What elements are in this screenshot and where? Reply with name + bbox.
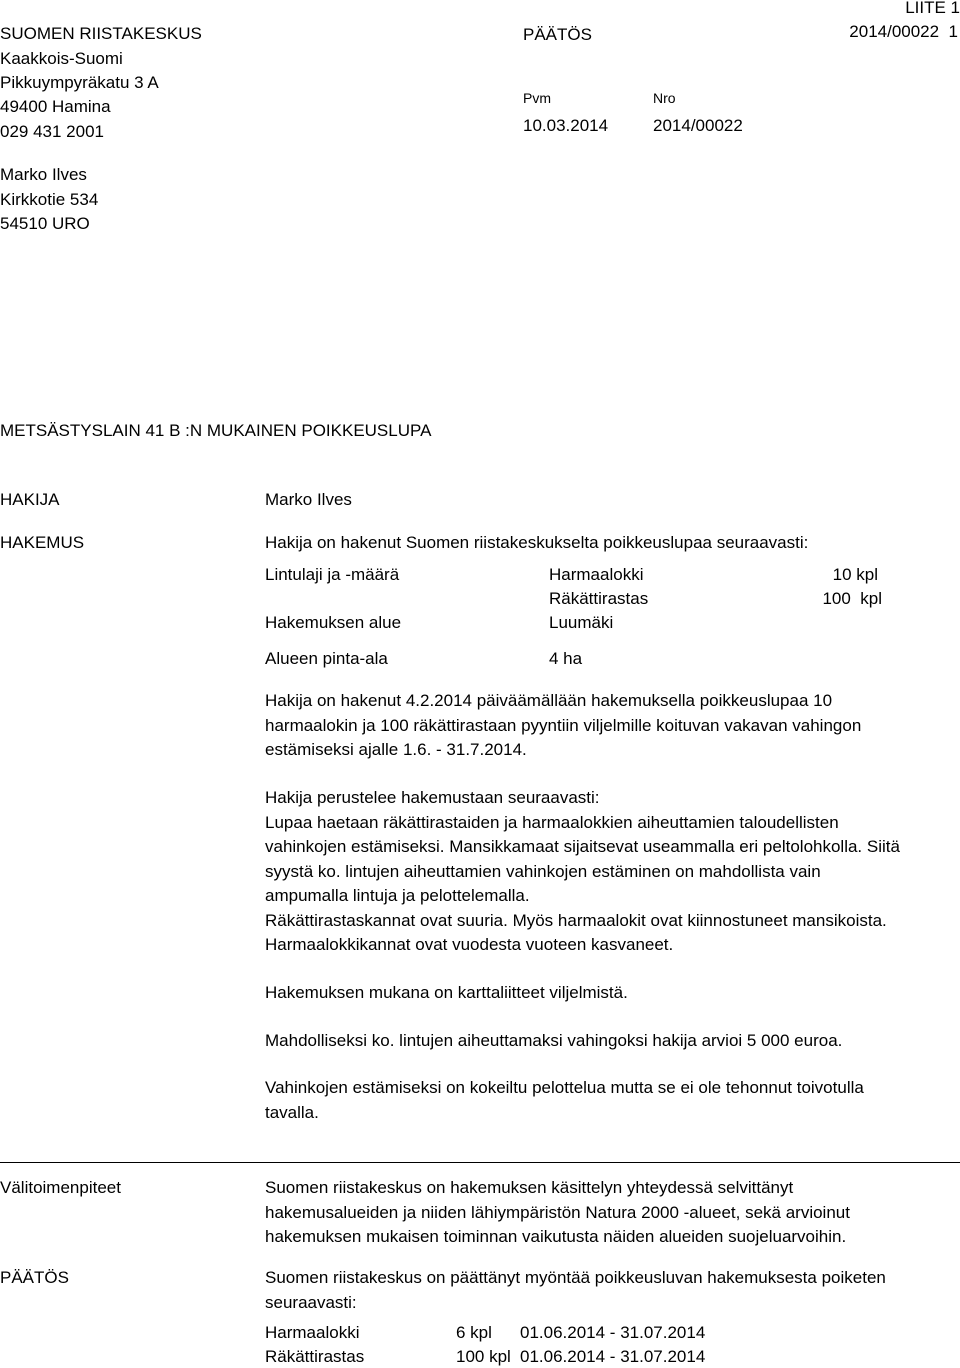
- size-value: 4 ha: [549, 649, 583, 668]
- document-type: PÄÄTÖS: [523, 25, 592, 44]
- application-paragraph: Hakija on hakenut 4.2.2014 päiväämällään hakemuksella poikkeuslupaa 10 harmaalokin ja 100 räkättirastaan pyyntiin viljelmille koituvan vakavan vahingon estämiseksi ajalle 1.6. - 31.7.2014.: [265, 691, 862, 759]
- species-count: 100 kpl: [822, 589, 882, 608]
- org-street: Pikkuympyräkatu 3 A: [0, 73, 159, 92]
- justification-paragraph: Hakija perustelee hakemustaan seuraavasti: Lupaa haetaan räkättirastaiden ja harmaalokkien aiheuttamien taloudellisten vahinkojen estämiseksi. Mansikkamaat sijaitsevat useammalla eri peltolohkolla. Siitä syystä ko. lintujen aiheuttamien vahinkojen estäminen on mahdollista vain ampumalla lintuja ja pelottelemalla. Räkättirastaskannat ovat suuria. Myös harmaalokit ovat kiinnostuneet mansikoista. Harmaalokkikannat ovat vuodesta vuoteen kasvaneet.: [265, 788, 900, 954]
- decision-period: 01.06.2014 - 31.07.2014: [520, 1347, 706, 1366]
- decision-period: 01.06.2014 - 31.07.2014: [520, 1323, 706, 1342]
- decision-count: 6 kpl: [456, 1323, 492, 1342]
- document-number: 2014/00022: [653, 116, 743, 135]
- org-region: Kaakkois-Suomi: [0, 49, 123, 68]
- attachments-paragraph: Hakemuksen mukana on karttaliitteet viljelmistä.: [265, 983, 628, 1002]
- species-name: Räkättirastas: [549, 589, 649, 608]
- decision-label: PÄÄTÖS: [0, 1268, 69, 1287]
- recipient-name: Marko Ilves: [0, 165, 87, 184]
- damage-paragraph: Mahdolliseksi ko. lintujen aiheuttamaksi vahingoksi hakija arvioi 5 000 euroa.: [265, 1031, 843, 1050]
- decision-count: 100 kpl: [456, 1347, 511, 1366]
- species-count: 10 kpl: [832, 565, 878, 584]
- section-divider: [0, 1162, 960, 1163]
- area-label: Hakemuksen alue: [265, 613, 402, 632]
- page-title: METSÄSTYSLAIN 41 B :N MUKAINEN POIKKEUSLUPA: [0, 421, 432, 440]
- recipient-street: Kirkkotie 534: [0, 190, 99, 209]
- area-value: Luumäki: [549, 613, 614, 632]
- species-label: Lintulaji ja -määrä: [265, 565, 400, 584]
- size-label: Alueen pinta-ala: [265, 649, 388, 668]
- decision-text: Suomen riistakeskus on päättänyt myöntää poikkeusluvan hakemuksesta poiketen seuraavasti:: [265, 1268, 886, 1312]
- recipient-postal: 54510 URO: [0, 214, 90, 233]
- document-date: 10.03.2014: [523, 116, 609, 135]
- date-label: Pvm: [523, 90, 551, 106]
- applicant-name: Marko Ilves: [265, 490, 352, 509]
- measures-text: Suomen riistakeskus on hakemuksen käsittelyn yhteydessä selvittänyt hakemusalueiden ja niiden lähiympäristön Natura 2000 -alueet, sekä arvioinut hakemuksen mukaisen toiminnan vaikutusta näiden alueiden suojeluarvoihin.: [265, 1178, 850, 1246]
- org-name: SUOMEN RIISTAKESKUS: [0, 24, 202, 43]
- attachment-label: LIITE 1: [905, 0, 960, 17]
- application-intro: Hakija on hakenut Suomen riistakeskukselta poikkeuslupaa seuraavasti:: [265, 533, 809, 552]
- species-name: Harmaalokki: [549, 565, 644, 584]
- prevention-paragraph: Vahinkojen estämiseksi on kokeiltu pelottelua mutta se ei ole tehonnut toivotulla tavalla.: [265, 1078, 864, 1122]
- reference-line: 2014/00022 1: [849, 22, 958, 41]
- application-label: HAKEMUS: [0, 533, 85, 552]
- org-postal: 49400 Hamina: [0, 97, 111, 116]
- number-label: Nro: [653, 90, 676, 106]
- applicant-label: HAKIJA: [0, 490, 60, 509]
- decision-species: Harmaalokki: [265, 1323, 360, 1342]
- org-phone: 029 431 2001: [0, 122, 104, 141]
- decision-species: Räkättirastas: [265, 1347, 365, 1366]
- measures-label: Välitoimenpiteet: [0, 1178, 121, 1197]
